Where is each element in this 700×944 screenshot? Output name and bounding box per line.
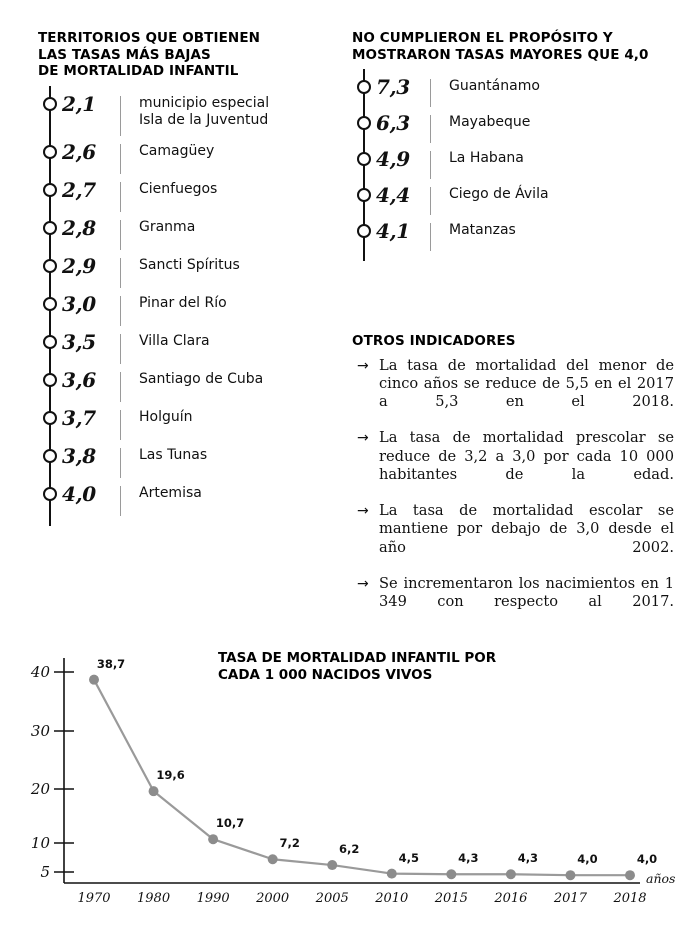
- rate-value: 2,9: [62, 253, 96, 278]
- data-point-label: 4,0: [577, 852, 598, 867]
- territory-label: Guantánamo: [449, 78, 540, 94]
- data-point-label: 19,6: [156, 768, 185, 783]
- data-point-marker: [268, 854, 278, 864]
- indicator-text: La tasa de mortalidad escolar se mantiene por debajo de 3,0 desde el año 2002.: [379, 502, 674, 556]
- territory-label: Artemisa: [139, 484, 202, 501]
- rate-value: 2,8: [62, 215, 96, 240]
- data-point-marker: [506, 869, 516, 879]
- list-item: [352, 502, 674, 575]
- rate-value: 7,3: [376, 75, 410, 99]
- territory-label: Granma: [139, 218, 196, 235]
- circle-marker-icon: [38, 254, 62, 273]
- data-point-marker: [327, 860, 337, 870]
- territory-label: Mayabeque: [449, 114, 531, 130]
- x-axis-tick-label: 2000: [256, 891, 290, 906]
- chart-title-line: CADA 1 000 NACIDOS VIVOS: [218, 667, 433, 683]
- circle-marker-icon: [38, 444, 62, 463]
- title-line: TERRITORIOS QUE OBTIENEN: [38, 30, 261, 46]
- data-point-label: 10,7: [215, 816, 245, 831]
- x-axis-tick-label: 2005: [315, 891, 349, 906]
- x-axis-tick-label: 1990: [196, 891, 230, 906]
- rate-value: 2,6: [62, 139, 96, 164]
- circle-marker-icon: [38, 292, 62, 311]
- x-axis-label: años: [646, 871, 676, 886]
- arrow-right-icon: →: [357, 430, 369, 447]
- data-point-label: 6,2: [339, 842, 360, 857]
- list-item: [352, 219, 672, 255]
- data-point-marker: [89, 675, 99, 685]
- other-indicators-title: OTROS INDICADORES: [352, 333, 516, 349]
- data-point-label: 7,2: [279, 836, 300, 851]
- x-axis-tick-label: 2017: [553, 891, 587, 906]
- rate-value: 3,0: [62, 291, 96, 316]
- circle-marker-icon: [38, 92, 62, 111]
- y-axis-tick-label: 5: [40, 863, 50, 881]
- list-item: [352, 75, 672, 111]
- title-line: DE MORTALIDAD INFANTIL: [38, 63, 239, 79]
- indicator-text: Se incrementaron los nacimientos en 1 349 con respecto al 2017.: [379, 574, 674, 611]
- data-point-marker: [149, 786, 159, 796]
- circle-marker-icon: [38, 140, 62, 159]
- title-line: MOSTRARON TASAS MAYORES QUE 4,0: [352, 46, 649, 63]
- list-item: [38, 368, 338, 406]
- circle-marker-icon: [38, 330, 62, 349]
- x-axis-tick-label: 2016: [494, 891, 528, 906]
- territory-label: Villa Clara: [139, 332, 210, 349]
- list-item: [38, 92, 338, 140]
- x-axis-tick-label: 2018: [613, 891, 647, 906]
- territory-label: Cienfuegos: [139, 180, 218, 197]
- rate-value: 2,7: [62, 177, 96, 202]
- rate-value: 3,5: [62, 329, 96, 354]
- list-item: [352, 147, 672, 183]
- list-item: [38, 140, 338, 178]
- title-line: NO CUMPLIERON EL PROPÓSITO Y: [352, 30, 613, 46]
- rate-value: 4,0: [62, 481, 96, 506]
- data-point-label: 38,7: [96, 656, 126, 671]
- lowest-rates-title: [38, 30, 338, 80]
- data-point-marker: [565, 870, 575, 880]
- list-item: [352, 183, 672, 219]
- data-point-marker: [387, 869, 397, 879]
- chart-title-line: TASA DE MORTALIDAD INFANTIL POR: [218, 650, 497, 666]
- mortality-rate-chart: [0, 636, 700, 936]
- x-axis-tick-label: 1980: [137, 891, 171, 906]
- indicator-text: La tasa de mortalidad prescolar se reduce de 3,2 a 3,0 por cada 10 000 habitantes de la edad.: [379, 429, 674, 483]
- y-axis-tick-label: 20: [30, 780, 50, 798]
- x-axis-tick-label: 2015: [434, 891, 468, 906]
- list-item: [38, 216, 338, 254]
- territory-label: Santiago de Cuba: [139, 370, 264, 387]
- territory-label: Ciego de Ávila: [449, 186, 549, 202]
- arrow-right-icon: →: [357, 357, 369, 374]
- y-axis-tick-label: 40: [30, 663, 50, 681]
- data-point-label: 4,3: [517, 851, 539, 866]
- circle-marker-icon: [352, 147, 376, 166]
- other-indicators-list: [352, 357, 674, 630]
- territory-label-line: Isla de la Juventud: [139, 111, 269, 128]
- higher-rates-list: [352, 75, 672, 255]
- territory-label: Las Tunas: [139, 446, 208, 463]
- data-point-marker: [446, 869, 456, 879]
- list-item: [38, 330, 338, 368]
- circle-marker-icon: [38, 368, 62, 387]
- y-axis-tick-label: 30: [30, 722, 50, 740]
- circle-marker-icon: [352, 219, 376, 238]
- chart-plot-area: [0, 636, 700, 936]
- arrow-right-icon: →: [357, 575, 369, 592]
- y-axis-tick-label: 10: [30, 834, 50, 852]
- territory-label: La Habana: [449, 150, 524, 166]
- data-point-marker: [625, 870, 635, 880]
- indicator-text: La tasa de mortalidad del menor de cinco años se reduce de 5,5 en el 2017 a 5,3 en el 2018.: [379, 356, 674, 410]
- territory-label: Camagüey: [139, 142, 215, 159]
- territory-label: Pinar del Río: [139, 294, 227, 311]
- list-item: [38, 444, 338, 482]
- list-item: [352, 429, 674, 502]
- data-point-label: 4,5: [398, 850, 419, 865]
- x-axis-tick-label: 1970: [77, 891, 111, 906]
- list-item: [38, 406, 338, 444]
- list-item: [352, 111, 672, 147]
- arrow-right-icon: →: [357, 503, 369, 520]
- list-item: [352, 357, 674, 430]
- rate-value: 6,3: [376, 111, 410, 135]
- lowest-rates-list: [38, 92, 338, 520]
- x-axis-tick-label: 2010: [375, 891, 409, 906]
- territory-label: Sancti Spíritus: [139, 256, 240, 273]
- data-point-label: 4,3: [458, 851, 479, 866]
- other-indicators-panel: [352, 333, 674, 630]
- circle-marker-icon: [352, 75, 376, 94]
- rate-value: 4,9: [376, 147, 410, 171]
- data-point-label: 4,0: [636, 852, 658, 867]
- list-item: [38, 292, 338, 330]
- territory-label: Holguín: [139, 408, 193, 425]
- territory-label: Matanzas: [449, 222, 516, 238]
- rate-value: 3,8: [62, 443, 96, 468]
- list-item: [38, 178, 338, 216]
- rate-value: 2,1: [62, 91, 96, 116]
- circle-marker-icon: [38, 406, 62, 425]
- title-line: LAS TASAS MÁS BAJAS: [38, 46, 211, 63]
- circle-marker-icon: [352, 111, 376, 130]
- list-item: [352, 575, 674, 630]
- rate-value: 4,4: [376, 183, 410, 207]
- circle-marker-icon: [38, 482, 62, 501]
- data-point-marker: [208, 834, 218, 844]
- list-item: [38, 254, 338, 292]
- rate-value: 3,6: [62, 367, 96, 392]
- circle-marker-icon: [38, 216, 62, 235]
- territory-label-line: municipio especial: [139, 94, 270, 111]
- higher-rates-title: [352, 30, 672, 63]
- rate-value: 3,7: [62, 405, 96, 430]
- rate-value: 4,1: [376, 219, 410, 243]
- list-item: [38, 482, 338, 520]
- territory-label: [121, 92, 338, 129]
- circle-marker-icon: [352, 183, 376, 202]
- circle-marker-icon: [38, 178, 62, 197]
- lowest-rates-panel: [38, 30, 338, 520]
- higher-rates-panel: [352, 30, 672, 255]
